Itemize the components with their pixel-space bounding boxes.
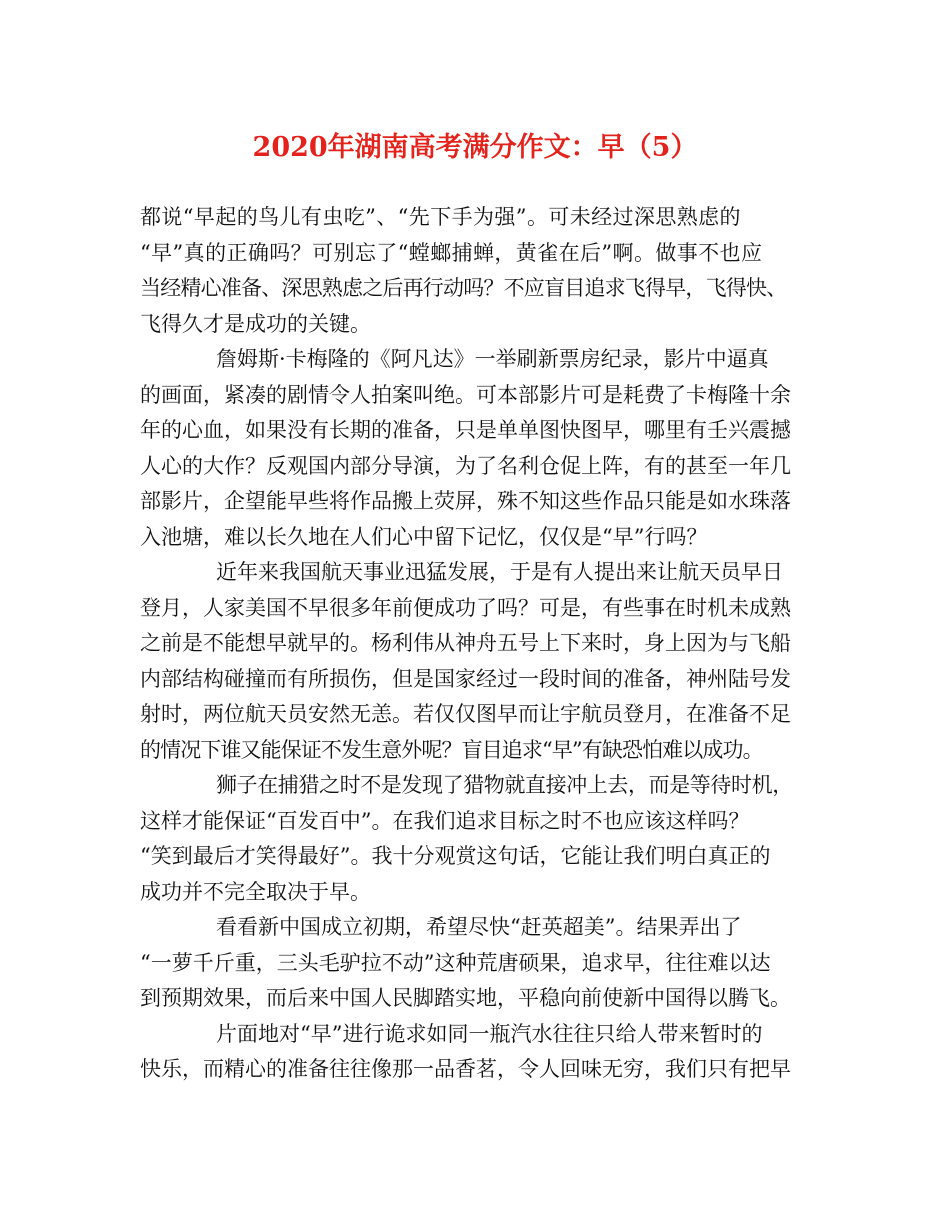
text-line: 这样才能保证“百发百中”。在我们追求目标之时不也应该这样吗？ (140, 808, 750, 833)
text-line: “一萝千斤重，三头毛驴拉不动”这种荒唐硕果，追求早，往往难以达 (140, 950, 771, 975)
text-line: 到预期效果，而后来中国人民脚踏实地，平稳向前使新中国得以腾飞。 (140, 986, 791, 1010)
text-line: 成功并不完全取决于早。 (140, 879, 371, 904)
text-line: “笑到最后才笑得最好”。我十分观赏这句话，它能让我们明白真正的 (140, 844, 771, 868)
text-line: 射时，两位航天员安然无恙。若仅仅图早而让宇航员登月，在准备不足 (140, 702, 791, 726)
document-title: 2020年湖南高考满分作文：早（5） (252, 132, 698, 163)
text-line: 人心的大作？反观国内部分导演，为了名利仓促上阵，有的甚至一年几 (140, 453, 791, 478)
paragraph (140, 910, 820, 1017)
text-line: 狮子在捕猎之时不是发现了猎物就直接冲上去，而是等待时机， (216, 773, 793, 797)
paragraph (140, 342, 820, 555)
paragraph (140, 1017, 820, 1088)
text-line: 都说“早起的鸟儿有虫吃”、“先下手为强”。可未经过深思熟虑的 (140, 205, 741, 229)
paragraph (140, 555, 820, 768)
text-line: “早”真的正确吗？可别忘了“螳螂捕蝉，黄雀在后”啊。做事不也应 (140, 240, 763, 265)
text-line: 之前是不能想早就早的。杨利伟从神舟五号上下来时，身上因为与飞船 (140, 631, 791, 655)
paragraph (140, 768, 820, 910)
text-line: 快乐，而精心的准备往往像那一品香茗，令人回味无穷，我们只有把早 (140, 1057, 791, 1081)
text-line: 登月，人家美国不早很多年前便成功了吗？可是，有些事在时机未成熟 (140, 595, 791, 620)
text-line: 年的心血，如果没有长期的准备，只是单单图快图早，哪里有壬兴震撼 (140, 418, 791, 442)
text-line: 片面地对“早”进行诡求如同一瓶汽水往往只给人带来暂时的 (216, 1021, 763, 1046)
text-line: 当经精心准备、深思熟虑之后再行动吗？不应盲目追求飞得早，飞得快、 (140, 276, 787, 300)
text-line: 的画面，紧凑的剧情令人拍案叫绝。可本部影片可是耗费了卡梅隆十余 (140, 382, 791, 407)
text-line: 飞得久才是成功的关键。 (140, 311, 371, 336)
text-line: 内部结构碰撞而有所损伤，但是国家经过一段时间的准备，神州陆号发 (140, 666, 791, 691)
text-line: 看看新中国成立初期，希望尽快“赶英超美”。结果弄出了 (216, 915, 742, 939)
article-body (140, 200, 820, 1088)
text-line: 部影片，企望能早些将作品搬上荧屏，殊不知这些作品只能是如水珠落 (140, 489, 791, 513)
text-line: 近年来我国航天事业迅猛发展，于是有人提出来让航天员早日 (216, 560, 783, 584)
paragraph (140, 200, 820, 342)
text-line: 的情况下谁又能保证不发生意外呢？盲目追求“早”有缺恐怕难以成功。 (140, 737, 763, 762)
text-line: 詹姆斯·卡梅隆的《阿凡达》一举刷新票房纪录，影片中逼真 (216, 347, 769, 371)
text-line: 入池塘，难以长久地在人们心中留下记忆，仅仅是“早”行吗？ (140, 524, 708, 549)
